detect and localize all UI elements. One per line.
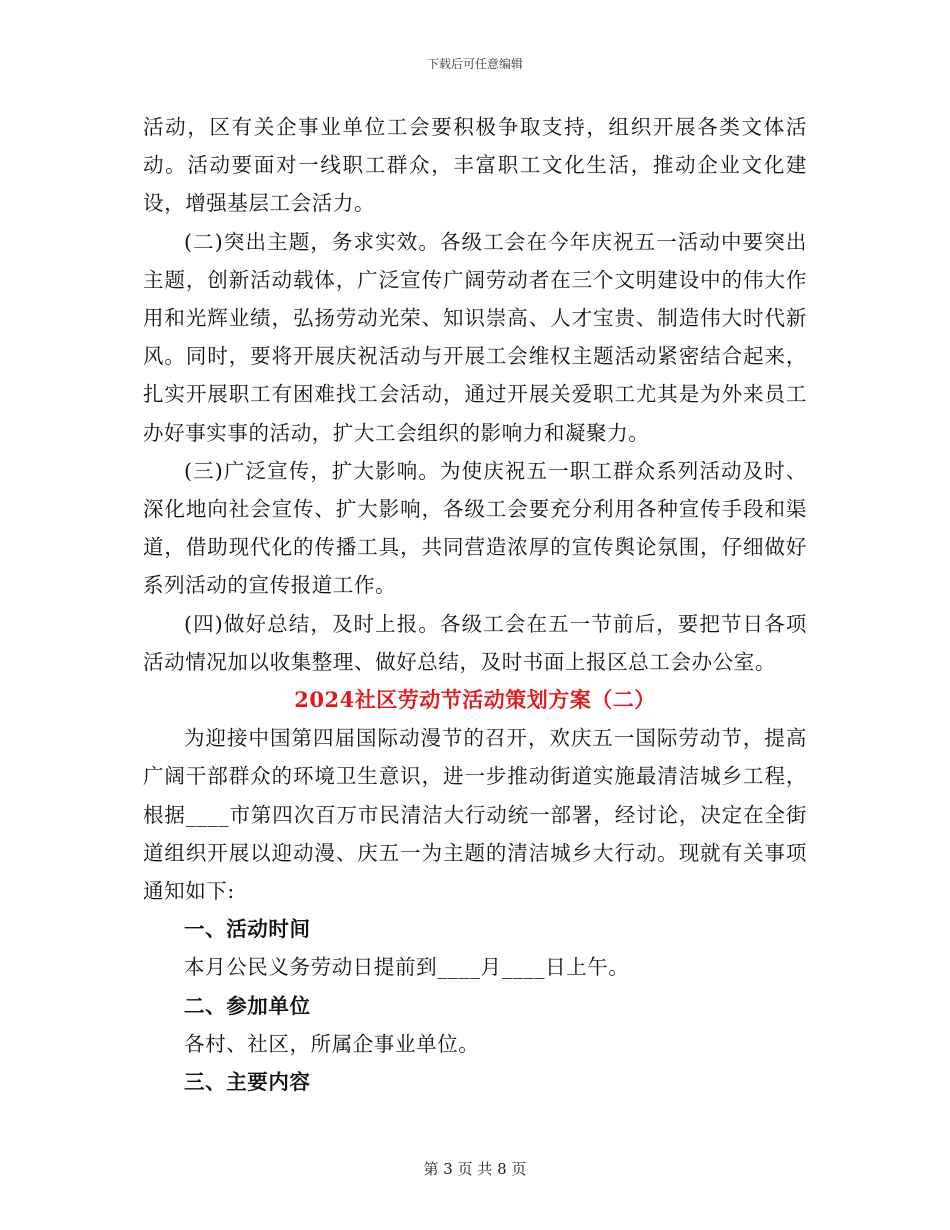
page-header: 下载后可任意编辑 xyxy=(426,57,523,71)
body-participants: 各村、社区，所属企事业单位。 xyxy=(184,1031,480,1056)
intro-paragraph: 为迎接中国第四届国际动漫节的召开，欢庆五一国际劳动节，提高广阔干部群众的环境卫生意识，进一步推动街道实施最清洁城乡工程，根据____市第四次百万市民清洁大行动统一部署，经讨论，决定在全街道组织开展以迎动漫、庆五一为主题的清洁城乡大行动。现就有关事项通知如下: xyxy=(143,726,807,904)
paragraph-publicity: (三)广泛宣传，扩大影响。为使庆祝五一职工群众系列活动及时、深化地向社会宣传、扩大影响，各级工会要充分利用各种宣传手段和渠道，借助现代化的传播工具，共同营造浓厚的宣传舆论氛围，仔细做好系列活动的宣传报道工作。 xyxy=(143,458,807,598)
paragraph-continued: 活动，区有关企事业单位工会要积极争取支持，组织开展各类文体活动。活动要面对一线职工群众，丰富职工文化生活，推动企业文化建设，增强基层工会活力。 xyxy=(143,115,807,216)
heading-activity-time: 一、活动时间 xyxy=(184,917,311,942)
section-title: 2024社区劳动节活动策划方案（二） xyxy=(294,687,656,713)
heading-main-content: 三、主要内容 xyxy=(184,1070,311,1095)
document-body xyxy=(143,108,807,1101)
heading-participants: 二、参加单位 xyxy=(184,993,311,1018)
paragraph-summary-report: (四)做好总结，及时上报。各级工会在五一节前后，要把节日各项活动情况加以收集整理、做好总结，及时书面上报区总工会办公室。 xyxy=(143,611,807,674)
page-footer: 第 3 页 共 8 页 xyxy=(423,1160,527,1178)
body-activity-time: 本月公民义务劳动日提前到____月____日上午。 xyxy=(184,955,630,980)
paragraph-highlight-theme: (二)突出主题，务求实效。各级工会在今年庆祝五一活动中要突出主题，创新活动载体，广泛宣传广阔劳动者在三个文明建设中的伟大作用和光辉业绩，弘扬劳动光荣、知识崇高、人才宝贵、制造伟大时代新风。同时，要将开展庆祝活动与开展工会维权主题活动紧密结合起来，扎实开展职工有困难找工会活动，通过开展关爱职工尤其是为外来员工办好事实事的活动，扩大工会组织的影响力和凝聚力。 xyxy=(143,229,807,445)
